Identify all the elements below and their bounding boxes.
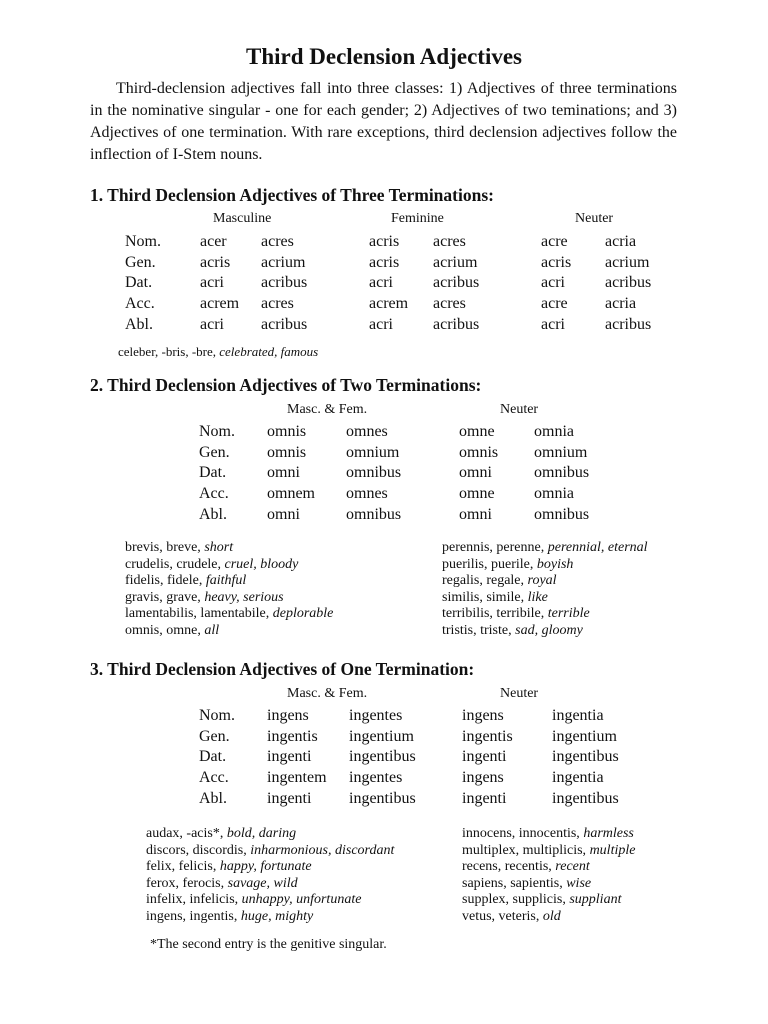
page-title: Third Declension Adjectives — [246, 44, 522, 69]
vocab-meaning: terrible — [547, 606, 590, 622]
form-cell: ingentes — [349, 707, 403, 724]
vocab-meaning: like — [527, 589, 548, 605]
form-cell: ingenti — [462, 789, 507, 807]
vocab-meaning: perennial, eternal — [547, 540, 648, 555]
vocab-entry — [462, 843, 635, 860]
vocab-meaning: heavy, serious — [204, 589, 284, 605]
form-cell: acris — [541, 253, 572, 271]
form-cell: acribus — [605, 274, 652, 292]
form-cell: omnibus — [346, 505, 402, 523]
vocab-meaning: huge, mighty — [240, 908, 314, 924]
vocab-list-right — [442, 540, 648, 640]
col-head-masculine: Masculine — [213, 211, 272, 226]
vocab-meaning: happy, fortunate — [219, 859, 312, 875]
form-cell: omnia — [534, 485, 574, 503]
vocab-latin: crudelis, crudele, — [125, 556, 222, 572]
case-label: Gen. — [199, 443, 230, 461]
vocab-latin: ingens, ingentis, — [146, 908, 238, 924]
paradigm-row — [125, 315, 675, 336]
vocab-latin: infelix, infelicis, — [146, 892, 239, 908]
form-cell: omni — [267, 464, 300, 482]
vocab-latin: regalis, regale, — [442, 573, 525, 589]
vocab-latin: tristis, triste, — [442, 622, 512, 638]
vocab-entry — [125, 590, 333, 607]
footnote: *The second entry is the genitive singular. — [150, 937, 387, 952]
case-label: Acc. — [199, 485, 229, 503]
form-cell: ingenti — [267, 748, 312, 766]
form-cell: ingentibus — [552, 789, 619, 807]
form-cell: acre — [541, 295, 568, 313]
case-label: Abl. — [125, 315, 153, 333]
vocab-meaning: unhappy, unfortunate — [241, 892, 362, 908]
paradigm-row — [199, 443, 614, 464]
vocab-meaning: short — [204, 540, 234, 555]
vocab-latin: discors, discordis, — [146, 842, 247, 858]
form-cell: acris — [369, 233, 400, 250]
vocab-entry — [462, 876, 635, 893]
form-cell: acris — [200, 253, 231, 271]
vocab-entry — [462, 826, 635, 843]
case-label: Abl. — [199, 505, 227, 523]
form-cell: ingentia — [552, 707, 604, 724]
form-cell: acres — [433, 295, 466, 313]
form-cell: omnium — [346, 443, 400, 461]
paradigm-row — [125, 253, 675, 274]
vocab-meaning: old — [542, 908, 561, 924]
form-cell: omnibus — [534, 464, 590, 482]
form-cell: omnem — [267, 485, 315, 503]
paradigm-row — [125, 232, 675, 253]
vocab-latin: lamentabilis, lamentabile, — [125, 606, 270, 622]
form-cell: acres — [261, 233, 294, 250]
form-cell: ingentes — [349, 769, 403, 787]
case-label: Gen. — [125, 253, 156, 271]
paradigm-row — [199, 727, 637, 748]
paradigm-row — [199, 505, 614, 526]
form-cell: ingens — [267, 707, 309, 724]
three-termination-paradigm — [125, 232, 675, 336]
form-cell: omni — [267, 505, 300, 523]
paradigm-row — [199, 768, 637, 789]
vocab-latin: gravis, grave, — [125, 589, 201, 605]
section-3-heading: 3. Third Declension Adjectives of One Termination: — [90, 659, 475, 679]
vocab-entry — [462, 859, 635, 876]
vocab-latin: fidelis, fidele, — [125, 573, 203, 589]
form-cell: acribus — [605, 315, 652, 333]
vocab-meaning: deplorable — [272, 606, 334, 622]
paradigm-row — [199, 463, 614, 484]
form-cell: acri — [369, 274, 393, 292]
form-cell: ingentem — [267, 769, 327, 787]
form-cell: acribus — [261, 315, 308, 333]
vocab-latin: brevis, breve, — [125, 540, 201, 555]
vocab-entry — [462, 892, 635, 909]
vocab-entry — [146, 892, 394, 909]
vocab-latin: innocens, innocentis, — [462, 826, 580, 841]
form-cell: ingentibus — [349, 748, 416, 766]
form-cell: ingentibus — [552, 748, 619, 766]
case-label: Nom. — [199, 423, 235, 440]
vocab-latin: similis, simile, — [442, 589, 525, 605]
vocab-latin: multiplex, multiplicis, — [462, 842, 587, 858]
form-cell: acrium — [433, 253, 478, 271]
vocab-entry — [442, 623, 648, 640]
sample-entry — [118, 344, 318, 360]
vocab-entry — [442, 557, 648, 574]
form-cell: omnibus — [534, 505, 590, 523]
form-cell: omnis — [267, 423, 307, 440]
case-label: Gen. — [199, 727, 230, 745]
two-termination-paradigm — [199, 422, 614, 526]
vocab-entry — [125, 557, 333, 574]
form-cell: acres — [433, 233, 466, 250]
case-label: Acc. — [125, 295, 155, 313]
col-head-masc-fem: Masc. & Fem. — [287, 686, 368, 701]
vocab-meaning: royal — [527, 573, 557, 589]
vocab-entry — [146, 876, 394, 893]
paradigm-row — [125, 273, 675, 294]
vocab-meaning: suppliant — [569, 892, 622, 908]
form-cell: omne — [459, 485, 495, 503]
vocab-meaning: boyish — [536, 556, 574, 572]
form-cell: acri — [200, 274, 224, 292]
vocab-list-right — [462, 826, 635, 926]
col-head-neuter: Neuter — [500, 686, 539, 701]
form-cell: acri — [541, 274, 565, 292]
paradigm-row — [125, 294, 675, 315]
vocab-latin: vetus, veteris, — [462, 908, 540, 924]
vocab-latin: recens, recentis, — [462, 859, 552, 875]
vocab-list-left — [125, 540, 333, 640]
form-cell: acrem — [200, 295, 240, 313]
form-cell: ingentium — [552, 727, 617, 745]
vocab-meaning: wise — [566, 875, 592, 891]
vocab-entry — [146, 826, 394, 843]
vocab-latin: omnis, omne, — [125, 622, 201, 638]
case-label: Dat. — [199, 748, 227, 766]
form-cell: ingenti — [462, 748, 507, 766]
vocab-entry — [146, 843, 394, 860]
vocab-meaning: savage, wild — [227, 875, 298, 891]
form-cell: omni — [459, 464, 492, 482]
form-cell: acer — [200, 233, 227, 250]
vocab-entry — [442, 573, 648, 590]
vocab-meaning: multiple — [589, 842, 636, 858]
form-cell: omnis — [267, 443, 307, 461]
form-cell: omnes — [346, 485, 388, 503]
vocab-entry — [146, 909, 394, 926]
vocab-latin: felix, felicis, — [146, 859, 217, 875]
form-cell: acribus — [433, 315, 480, 333]
paradigm-row — [199, 484, 614, 505]
vocab-list-left — [146, 826, 394, 926]
vocab-entry — [125, 540, 333, 557]
vocab-meaning: faithful — [205, 573, 247, 589]
vocab-latin: audax, -acis*, — [146, 826, 224, 841]
section-1-heading: 1. Third Declension Adjectives of Three Terminations: — [90, 185, 494, 205]
form-cell: acribus — [433, 274, 480, 292]
case-label: Nom. — [199, 707, 235, 724]
sample-latin: celeber, -bris, -bre, — [118, 344, 217, 359]
form-cell: omne — [459, 423, 495, 440]
form-cell: ingentium — [349, 727, 414, 745]
section-2-heading: 2. Third Declension Adjectives of Two Terminations: — [90, 375, 482, 395]
paradigm-row — [199, 747, 637, 768]
vocab-latin: sapiens, sapientis, — [462, 875, 563, 891]
vocab-meaning: bold, daring — [226, 826, 297, 841]
one-termination-paradigm — [199, 706, 637, 810]
case-label: Acc. — [199, 769, 229, 787]
case-label: Nom. — [125, 233, 161, 250]
form-cell: acris — [369, 253, 400, 271]
vocab-meaning: recent — [555, 859, 590, 875]
form-cell: ingentis — [462, 727, 513, 745]
form-cell: ingentia — [552, 769, 604, 787]
vocab-entry — [442, 606, 648, 623]
col-head-neuter: Neuter — [575, 211, 614, 226]
form-cell: acrem — [369, 295, 409, 313]
form-cell: acri — [200, 315, 224, 333]
vocab-entry — [146, 859, 394, 876]
form-cell: acria — [605, 295, 637, 313]
form-cell: ingentis — [267, 727, 318, 745]
vocab-latin: supplex, supplicis, — [462, 892, 566, 908]
form-cell: acrium — [605, 253, 650, 271]
vocab-meaning: harmless — [583, 826, 634, 841]
vocab-latin: ferox, ferocis, — [146, 875, 225, 891]
form-cell: acri — [369, 315, 393, 333]
paradigm-row — [199, 706, 637, 727]
form-cell: acria — [605, 233, 637, 250]
form-cell: ingens — [462, 769, 504, 787]
form-cell: acre — [541, 233, 568, 250]
form-cell: acri — [541, 315, 565, 333]
vocab-latin: perennis, perenne, — [442, 540, 545, 555]
form-cell: omnis — [459, 443, 499, 461]
form-cell: omnes — [346, 423, 388, 440]
case-label: Dat. — [125, 274, 153, 292]
intro-paragraph: Third-declension adjectives fall into three classes: 1) Adjectives of three terminations in the nominative singular - one for each gender; 2) Adjectives of two teminations; and 3) Adjectives of one termination. With rare exceptions, third declension adjectives follow the inflection of I-Stem nouns. — [90, 80, 677, 163]
vocab-entry — [462, 909, 635, 926]
vocab-latin: puerilis, puerile, — [442, 556, 534, 572]
vocab-entry — [442, 540, 648, 557]
vocab-meaning: inharmonious, discordant — [250, 842, 395, 858]
form-cell: ingenti — [267, 789, 312, 807]
form-cell: omnium — [534, 443, 588, 461]
col-head-feminine: Feminine — [391, 211, 444, 226]
vocab-entry — [442, 590, 648, 607]
vocab-entry — [125, 573, 333, 590]
form-cell: omnibus — [346, 464, 402, 482]
vocab-entry — [125, 606, 333, 623]
form-cell: acribus — [261, 274, 308, 292]
col-head-neuter: Neuter — [500, 402, 539, 417]
form-cell: ingentibus — [349, 789, 416, 807]
sample-meaning: celebrated, famous — [219, 344, 319, 359]
vocab-meaning: sad, gloomy — [515, 622, 583, 638]
vocab-latin: terribilis, terribile, — [442, 606, 545, 622]
col-head-masc-fem: Masc. & Fem. — [287, 402, 368, 417]
form-cell: acres — [261, 295, 294, 313]
paradigm-row — [199, 789, 637, 810]
form-cell: acrium — [261, 253, 306, 271]
vocab-entry — [125, 623, 333, 640]
vocab-meaning: cruel, bloody — [224, 556, 299, 572]
paradigm-row — [199, 422, 614, 443]
case-label: Dat. — [199, 464, 227, 482]
form-cell: ingens — [462, 707, 504, 724]
vocab-meaning: all — [204, 622, 220, 638]
form-cell: omnia — [534, 423, 574, 440]
case-label: Abl. — [199, 789, 227, 807]
form-cell: omni — [459, 505, 492, 523]
